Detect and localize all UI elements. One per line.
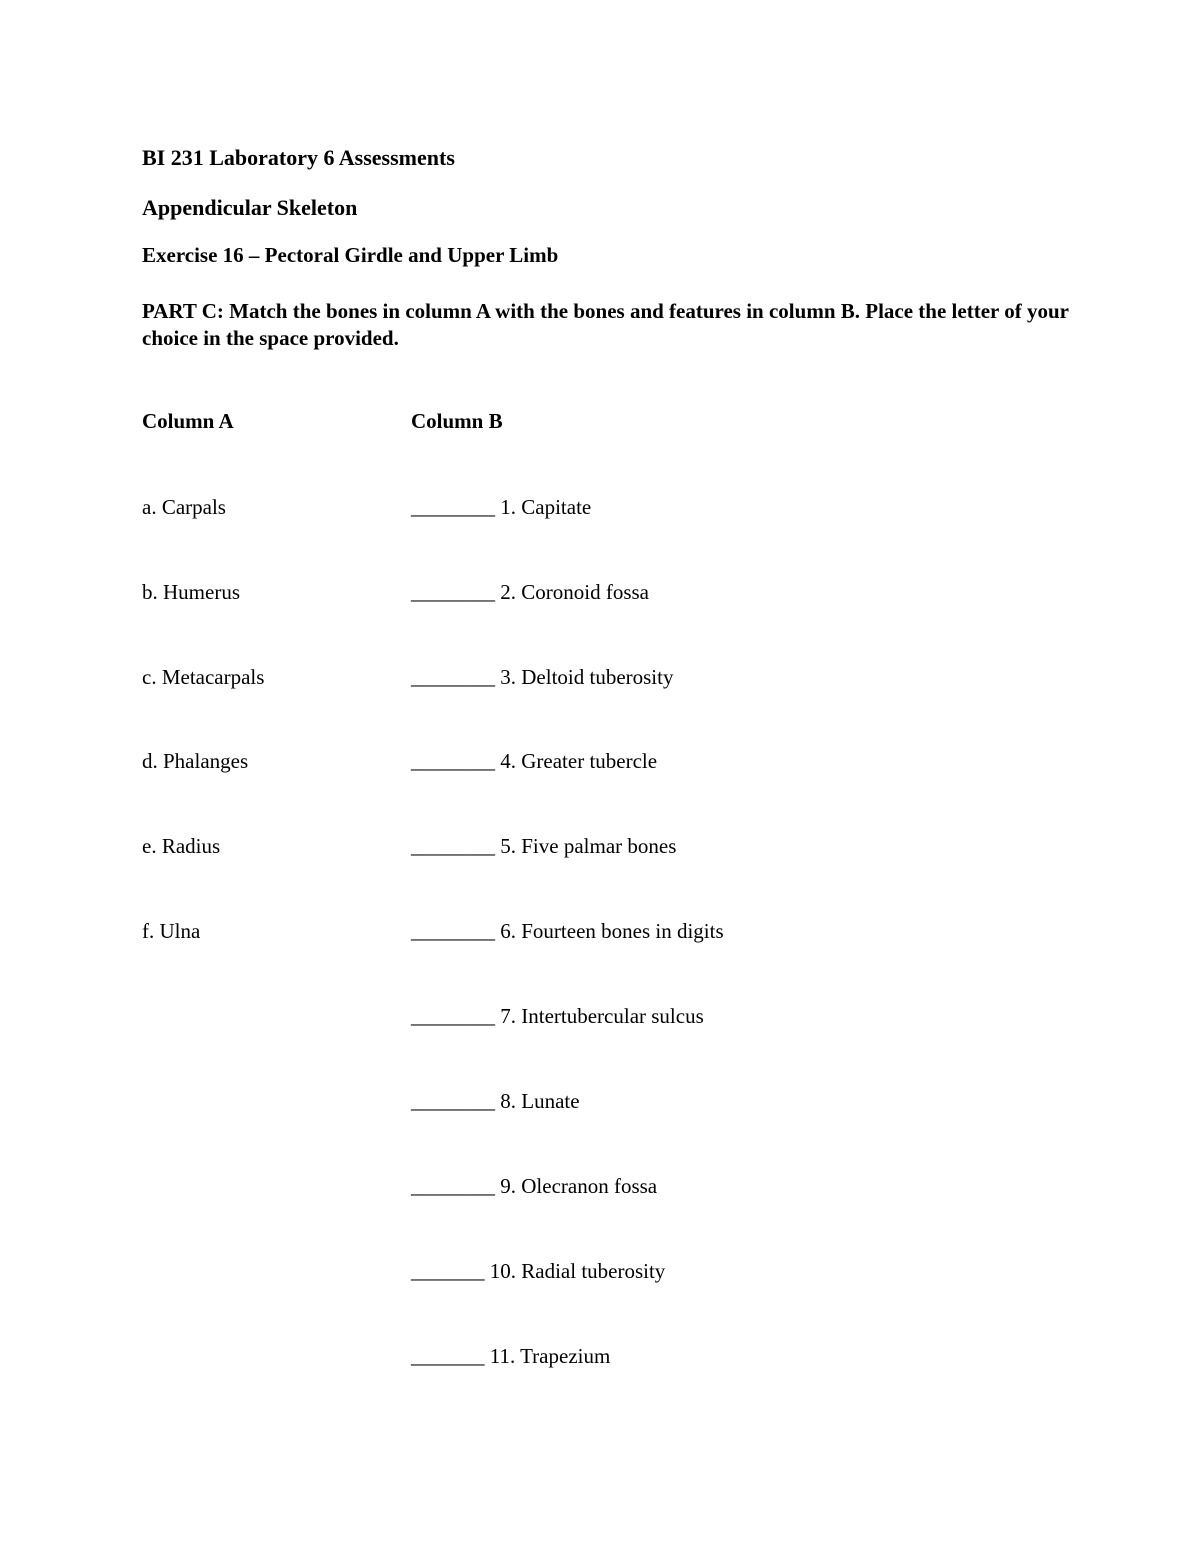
column-b-header: Column B xyxy=(411,409,503,433)
column-a-item: c. Metacarpals xyxy=(142,665,265,689)
column-a-header: Column A xyxy=(142,409,234,433)
column-a-item: b. Humerus xyxy=(142,580,240,604)
column-b-item: ________ 1. Capitate xyxy=(411,495,592,519)
page-title: BI 231 Laboratory 6 Assessments xyxy=(142,145,455,170)
column-a-item: d. Phalanges xyxy=(142,749,249,773)
column-b-item: ________ 4. Greater tubercle xyxy=(411,749,658,773)
column-b-item: _______ 11. Trapezium xyxy=(411,1344,611,1368)
column-b-item: ________ 6. Fourteen bones in digits xyxy=(411,919,724,943)
instructions-text: PART C: Match the bones in column A with the bones and features in column B. Place the letter of your choice in the space provided. xyxy=(142,299,1069,350)
column-b-item: _______ 10. Radial tuberosity xyxy=(411,1259,666,1283)
section-title: Appendicular Skeleton xyxy=(142,195,358,220)
column-b-item: ________ 5. Five palmar bones xyxy=(411,834,677,858)
column-b-item: ________ 2. Coronoid fossa xyxy=(411,580,649,604)
exercise-heading: Exercise 16 – Pectoral Girdle and Upper Limb xyxy=(142,243,559,267)
column-a-item: e. Radius xyxy=(142,834,221,858)
column-b-item: ________ 8. Lunate xyxy=(411,1089,580,1113)
column-a-item: a. Carpals xyxy=(142,495,226,519)
column-a-item: f. Ulna xyxy=(142,919,201,943)
column-b-item: ________ 9. Olecranon fossa xyxy=(411,1174,658,1198)
column-b-item: ________ 7. Intertubercular sulcus xyxy=(411,1004,704,1028)
column-b-item: ________ 3. Deltoid tuberosity xyxy=(411,665,674,689)
